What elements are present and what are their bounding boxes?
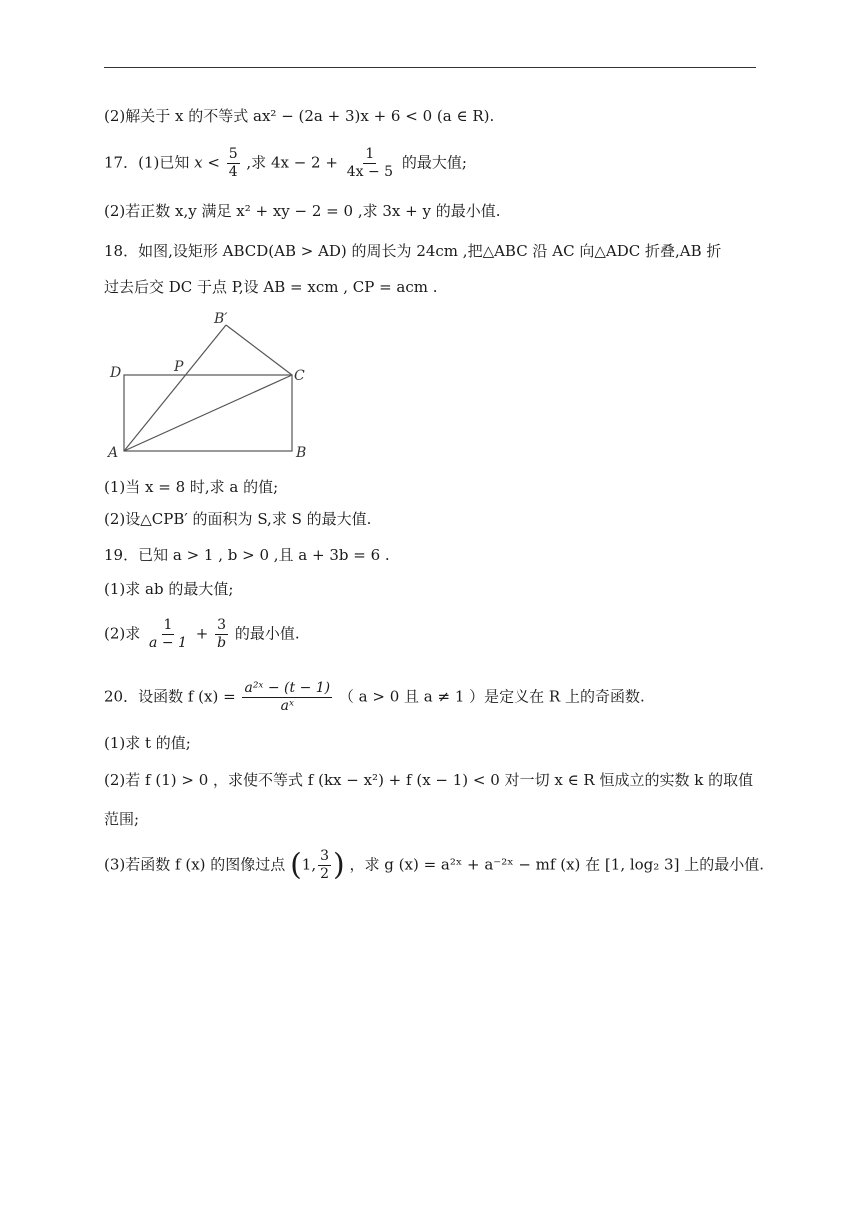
fraction-numerator: 1 xyxy=(163,617,173,633)
q19-fraction-2 xyxy=(215,617,228,652)
fraction-denominator: 4 xyxy=(228,164,238,180)
q20-part1: (1)求 t 的值; xyxy=(104,734,191,752)
q20-stem xyxy=(104,680,645,715)
label-b-prime: B′ xyxy=(214,311,228,327)
fraction-denominator: b xyxy=(217,635,227,651)
q20-part3 xyxy=(104,848,764,883)
plus-sign: + xyxy=(195,624,209,643)
label-a: A xyxy=(108,445,119,461)
q18-stem-line2: 过去后交 DC 于点 P,设 AB = xcm , CP = acm . xyxy=(104,278,438,296)
q18-part1: (1)当 x = 8 时,求 a 的值; xyxy=(104,478,279,496)
label-b: B xyxy=(296,445,307,461)
fraction-denominator: 2 xyxy=(320,866,330,882)
q19-part2 xyxy=(104,617,300,652)
fraction-numerator: 3 xyxy=(320,848,330,864)
q16-part2: (2)解关于 x 的不等式 ax² − (2a + 3)x + 6 < 0 (a ∈ R). xyxy=(104,107,495,125)
q19-fraction-1 xyxy=(147,617,189,652)
q20-part3-ask: ，求 g (x) = a²ˣ + a⁻²ˣ − mf (x) 在 [1, log₂ 3] 上的最小值. xyxy=(349,855,764,874)
q18-part2: (2)设△CPB′ 的面积为 S,求 S 的最大值. xyxy=(104,510,372,528)
left-paren: ( xyxy=(290,847,302,883)
label-p: P xyxy=(174,359,184,375)
q17-expression-fraction xyxy=(345,146,395,181)
q20-condition: （ a > 0 且 a ≠ 1 ）是定义在 R 上的奇函数. xyxy=(338,687,645,706)
q19-part2-label: (2)求 xyxy=(104,624,141,643)
point-x: 1, xyxy=(301,855,317,874)
right-paren: ) xyxy=(333,847,345,883)
fraction-numerator: 3 xyxy=(217,617,226,633)
header-rule xyxy=(104,67,756,68)
q17-ask: 的最大值; xyxy=(401,153,467,172)
q18-figure xyxy=(104,305,324,467)
q20-part2-line1: (2)若 f (1) > 0 ，求使不等式 f (kx − x²) + f (x − 1) < 0 对一切 x ∈ R 恒成立的实数 k 的取值 xyxy=(104,771,754,789)
q18-stem-line1: 18．如图,设矩形 ABCD(AB > AD) 的周长为 24cm ,把△ABC 沿 AC 向△ADC 折叠,AB 折 xyxy=(104,242,722,260)
fraction-denominator: a − 1 xyxy=(149,635,187,651)
fraction-denominator: aˣ xyxy=(280,698,294,714)
q19-part2-ask: 的最小值. xyxy=(234,624,300,643)
q20-label: 20．设函数 f (x) = xyxy=(104,687,236,706)
fraction-denominator: 4x − 5 xyxy=(346,164,394,180)
q17-expression: ,求 4x − 2 + xyxy=(246,153,338,172)
q17-part1 xyxy=(104,146,467,181)
diagonal-ac xyxy=(124,375,292,451)
q19-stem: 19．已知 a > 1 , b > 0 ,且 a + 3b = 6 . xyxy=(104,546,390,564)
q19-part1: (1)求 ab 的最大值; xyxy=(104,580,234,598)
label-c: C xyxy=(294,368,305,384)
segment-ab-prime xyxy=(124,325,226,451)
q17-part2: (2)若正数 x,y 满足 x² + xy − 2 = 0 ,求 3x + y 的最小值. xyxy=(104,202,501,220)
label-d: D xyxy=(110,365,122,381)
point-y-fraction xyxy=(318,848,331,883)
q20-part2-line2: 范围; xyxy=(104,810,140,828)
q17-label: 17．(1)已知 xyxy=(104,153,190,172)
q17-condition: x < xyxy=(194,153,220,172)
fraction-numerator: a²ˣ − (t − 1) xyxy=(244,680,331,696)
q20-part3-label: (3)若函数 f (x) 的图像过点 xyxy=(104,855,286,874)
fraction-numerator: 1 xyxy=(365,146,375,162)
fraction-numerator: 5 xyxy=(228,146,238,162)
q17-condition-fraction xyxy=(227,146,240,181)
q20-function-fraction xyxy=(242,680,332,715)
segment-b-prime-c xyxy=(226,325,292,375)
